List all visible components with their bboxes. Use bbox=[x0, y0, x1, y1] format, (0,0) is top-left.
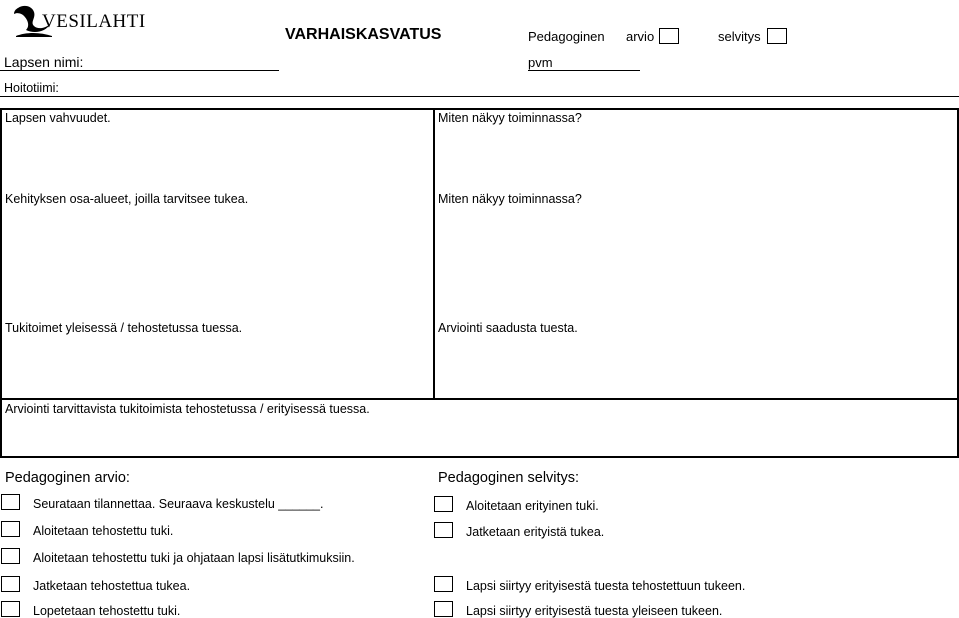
arvio-option-3-checkbox[interactable] bbox=[1, 548, 20, 564]
selvitys-option-3: Lapsi siirtyy erityisestä tuesta tehostettuun tukeen. bbox=[466, 579, 746, 593]
lapsen-nimi-label: Lapsen nimi: bbox=[4, 54, 84, 70]
arvio-option-5: Lopetetaan tehostettu tuki. bbox=[33, 604, 181, 618]
selvitys-option-4: Lapsi siirtyy erityisestä tuesta yleiseen tukeen. bbox=[466, 604, 723, 618]
selvitys-option-2-checkbox[interactable] bbox=[434, 522, 453, 538]
selvitys-option-2: Jatketaan erityistä tukea. bbox=[466, 525, 605, 539]
pvm-field[interactable] bbox=[528, 70, 640, 71]
arvio-option-1: Seurataan tilannettaa. Seuraava keskustelu ______. bbox=[33, 497, 324, 511]
selvitys-option-1: Aloitetaan erityinen tuki. bbox=[466, 499, 599, 513]
grid-divider bbox=[433, 108, 435, 399]
arvio-option-5-checkbox[interactable] bbox=[1, 601, 20, 617]
vesilahti-logo bbox=[12, 2, 172, 42]
arvio-label: arvio bbox=[626, 29, 655, 44]
selvitys-checkbox[interactable] bbox=[767, 28, 787, 44]
selvitys-label: selvitys bbox=[718, 29, 761, 44]
row4-label: Arviointi tarvittavista tukitoimista tehostetussa / erityisessä tuessa. bbox=[5, 402, 370, 416]
arvio-option-3: Aloitetaan tehostettu tuki ja ohjataan lapsi lisätutkimuksiin. bbox=[33, 551, 355, 565]
row1-left-label: Lapsen vahvuudet. bbox=[5, 111, 111, 125]
selvitys-option-4-checkbox[interactable] bbox=[434, 601, 453, 617]
hoitotiimi-label: Hoitotiimi: bbox=[4, 81, 59, 95]
row3-right-label: Arviointi saadusta tuesta. bbox=[438, 321, 578, 335]
lapsen-nimi-field[interactable] bbox=[0, 70, 279, 71]
hoitotiimi-line bbox=[0, 96, 959, 97]
arvio-option-2: Aloitetaan tehostettu tuki. bbox=[33, 524, 174, 538]
arvio-option-2-checkbox[interactable] bbox=[1, 521, 20, 537]
row2-right-label: Miten näkyy toiminnassa? bbox=[438, 192, 582, 206]
pvm-label: pvm bbox=[528, 55, 553, 70]
arvio-option-1-checkbox[interactable] bbox=[1, 494, 20, 510]
page-title: VARHAISKASVATUS bbox=[285, 26, 442, 43]
arvio-checkbox[interactable] bbox=[659, 28, 679, 44]
arvio-option-4: Jatketaan tehostettua tukea. bbox=[33, 579, 191, 593]
selvitys-heading: Pedagoginen selvitys: bbox=[438, 470, 580, 486]
pedagoginen-label: Pedagoginen bbox=[528, 29, 605, 44]
row2-left-label: Kehityksen osa-alueet, joilla tarvitsee tukea. bbox=[5, 192, 249, 206]
selvitys-option-1-checkbox[interactable] bbox=[434, 496, 453, 512]
arvio-option-4-checkbox[interactable] bbox=[1, 576, 20, 592]
grid-row-line-3 bbox=[0, 398, 959, 400]
arvio-heading: Pedagoginen arvio: bbox=[5, 470, 130, 486]
logo-text: VESILAHTI bbox=[42, 11, 146, 32]
selvitys-option-3-checkbox[interactable] bbox=[434, 576, 453, 592]
row3-left-label: Tukitoimet yleisessä / tehostetussa tuessa. bbox=[5, 321, 243, 335]
row1-right-label: Miten näkyy toiminnassa? bbox=[438, 111, 582, 125]
